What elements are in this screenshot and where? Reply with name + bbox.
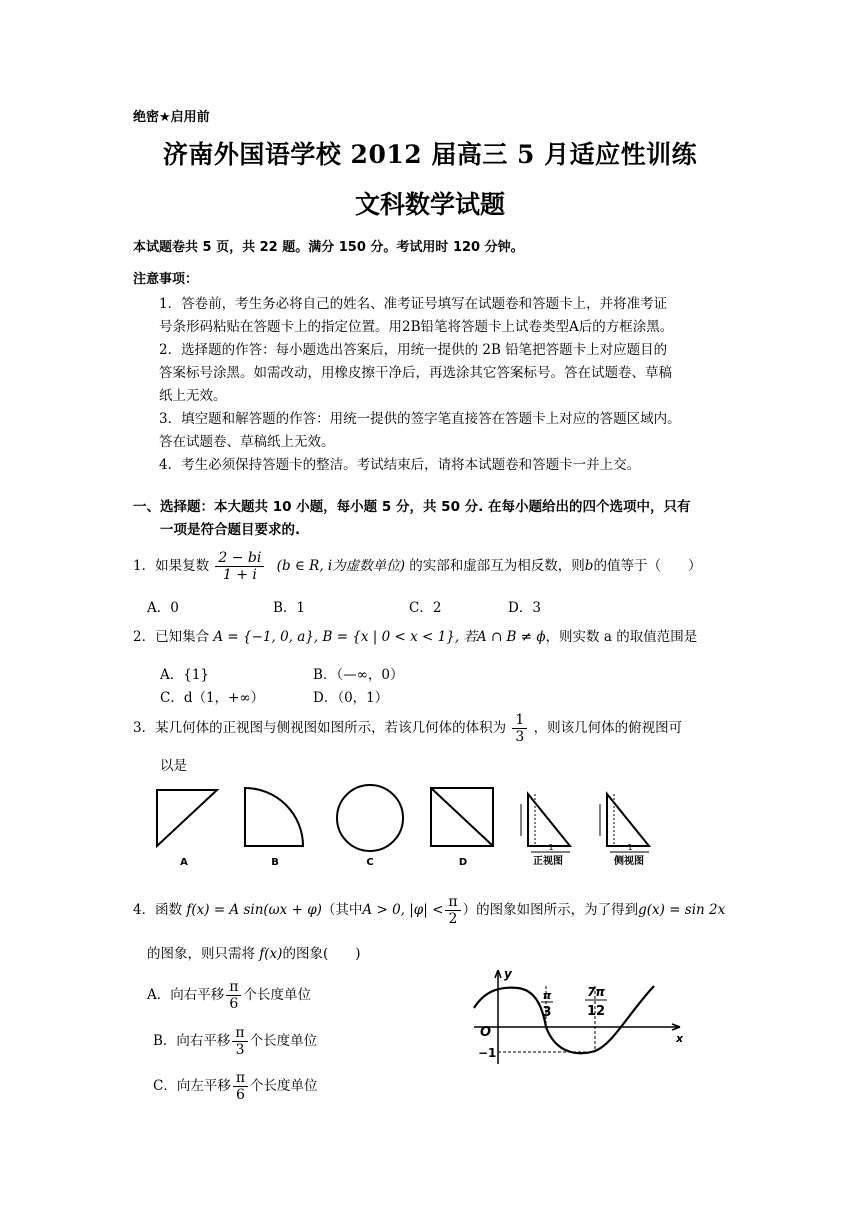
q4-option-b (153, 1025, 317, 1058)
q2-option-a: A．{1} (160, 667, 210, 683)
q4-option-b-pre: B．向右平移 (153, 1033, 231, 1049)
note-line: 答案标号涂黑。如需改动，用橡皮擦干净后，再选涂其它答案标号。答在试题卷、草稿 (159, 365, 672, 381)
q2-math: A = {−1, 0, a}, B = {x | 0 < x < 1}, 若A ∩ B ≠ ϕ (213, 629, 546, 645)
q4-line2-func: f(x) (259, 946, 283, 962)
q4-option-a-num: π (226, 979, 241, 996)
graph-origin: O (480, 1025, 492, 1040)
q1-option-b: B．1 (273, 600, 306, 616)
q1-variable: b (584, 558, 594, 574)
section-heading-cont: 一项是符合题目要求的. (160, 522, 301, 538)
note-line: 1．答卷前，考生务必将自己的姓名、准考证号填写在试题卷和答题卡上，并将准考证 (159, 296, 668, 312)
front-view-shape (528, 794, 570, 846)
front-view-dim: 1 (548, 843, 554, 852)
note-line: 3．填空题和解答题的作答：用统一提供的签字笔直接答在答题卡上对应的答题区域内。 (159, 411, 681, 427)
graph-tick2-den: 12 (586, 1004, 606, 1019)
q4-line2 (147, 942, 361, 962)
q4-option-a-den: 6 (229, 996, 239, 1012)
graph-x-label: x (676, 1032, 684, 1045)
exam-info: 本试题卷共 5 页，共 22 题。满分 150 分。考试用时 120 分钟。 (133, 240, 524, 255)
front-view-label: 正视图 (533, 856, 563, 867)
q3-figures (145, 782, 675, 872)
q4-prefix: 4．函数 (133, 902, 183, 918)
q4-mid: ）的图象如图所示，为了得到 (462, 902, 639, 918)
q2-suffix: ，则实数 a 的取值范围是 (545, 629, 698, 645)
q1-option-a: A．0 (147, 600, 179, 616)
q2-option-d: D．（0，1） (313, 690, 389, 706)
q1-denominator: 1 + i (222, 567, 257, 583)
section-heading: 一、选择题：本大题共 10 小题，每小题 5 分，共 50 分. 在每小题给出的四个选项中，只有 (133, 499, 691, 515)
side-view-label: 侧视图 (614, 856, 644, 867)
figure-c-shape (337, 785, 403, 851)
q1-option-d: D．3 (508, 600, 541, 616)
sine-curve (474, 986, 654, 1053)
graph-y-label: y (504, 967, 512, 981)
q4-option-b-post: 个长度单位 (249, 1033, 318, 1049)
figure-b-shape (245, 788, 303, 846)
q4-option-c-den: 6 (235, 1087, 245, 1103)
question-3 (133, 712, 682, 745)
question-1 (133, 550, 701, 583)
side-view-dim: 1 (627, 843, 633, 852)
graph-neg-one: −1 (478, 1046, 497, 1060)
q1-condition: (b ∈ R, i为虚数单位) (276, 558, 405, 574)
q4-option-a-frac (226, 979, 241, 1012)
question-4 (133, 894, 725, 927)
notes-heading: 注意事项： (133, 272, 199, 287)
q4-option-b-num: π (232, 1025, 247, 1042)
q4-condition: A > 0, |φ| < (362, 902, 444, 918)
q4-line2-prefix: 的图象，则只需将 (147, 946, 255, 962)
q2-option-b: B．（—∞，0） (313, 667, 404, 683)
note-line: 答在试题卷、草稿纸上无效。 (159, 434, 335, 450)
q4-cond-den: 2 (448, 911, 458, 927)
q4-option-b-den: 3 (235, 1042, 245, 1058)
graph-tick2-num: 7π (587, 985, 605, 999)
q4-cond-num: π (445, 894, 460, 911)
q4-cond-fraction (445, 894, 460, 927)
q3-line2: 以是 (160, 758, 187, 774)
q3-fraction (512, 712, 527, 745)
q4-option-a-post: 个长度单位 (243, 987, 311, 1003)
q4-function: f(x) = A sin(ωx + φ) (186, 902, 322, 918)
q1-tail: 的值等于（ ） (593, 558, 702, 574)
q4-option-c-frac (233, 1070, 248, 1103)
figure-d-label: D (458, 857, 468, 868)
q2-option-c: C．d（1，+∞） (160, 690, 265, 706)
q1-numerator: 2 − bi (215, 550, 264, 567)
figure-a-label: A (180, 857, 188, 868)
exam-subtitle: 文科数学试题 (354, 190, 505, 219)
note-line: 4．考生必须保持答题卡的整洁。考试结束后，请将本试题卷和答题卡一并上交。 (159, 457, 641, 473)
note-line: 纸上无效。 (159, 388, 227, 404)
note-line: 2．选择题的作答：每小题选出答案后，用统一提供的 2B 铅笔把答题卡上对应题目的 (159, 342, 668, 358)
q4-option-c-num: π (233, 1070, 248, 1087)
figure-d-diagonal (431, 788, 493, 846)
q1-option-c: C．2 (409, 600, 442, 616)
q4-line2-post: 的图象( ) (282, 946, 361, 962)
graph-tick1-den: 3 (542, 1005, 552, 1020)
q3-numerator: 1 (512, 712, 527, 729)
q3-suffix: ，则该几何体的俯视图可 (533, 720, 683, 736)
q3-denominator: 3 (515, 729, 525, 745)
q3-prefix: 3．某几何体的正视图与侧视图如图所示，若该几何体的体积为 (133, 720, 507, 736)
note-line: 号条形码粘贴在答题卡上的指定位置。用2B铅笔将答题卡上试卷类型A后的方框涂黑。 (159, 319, 674, 335)
figure-b-label: B (271, 857, 279, 868)
exam-title: 济南外国语学校 2012 届高三 5 月适应性训练 (162, 140, 698, 169)
q4-option-a (147, 979, 311, 1012)
q1-prefix: 1．如果复数 (133, 558, 210, 574)
q4-option-c-post: 个长度单位 (250, 1078, 318, 1094)
q1-fraction (215, 550, 264, 583)
q4-graph (468, 964, 698, 1074)
secret-label: 绝密★启用前 (133, 110, 210, 125)
q4-target: g(x) = sin 2x (638, 902, 726, 918)
question-2 (133, 625, 697, 645)
q4-option-b-frac (232, 1025, 247, 1058)
graph-tick1-num: π (542, 989, 552, 1002)
q4-option-c (153, 1070, 318, 1103)
side-view-shape (607, 794, 649, 846)
q4-cond-prefix: （其中 (321, 902, 363, 918)
q4-option-a-pre: A．向右平移 (147, 987, 225, 1003)
figure-a-shape (157, 790, 217, 846)
q4-option-c-pre: C．向左平移 (153, 1078, 231, 1094)
figure-c-label: C (366, 857, 374, 868)
q1-suffix: 的实部和虚部互为相反数，则 (409, 558, 585, 574)
q2-prefix: 2．已知集合 (133, 629, 210, 645)
